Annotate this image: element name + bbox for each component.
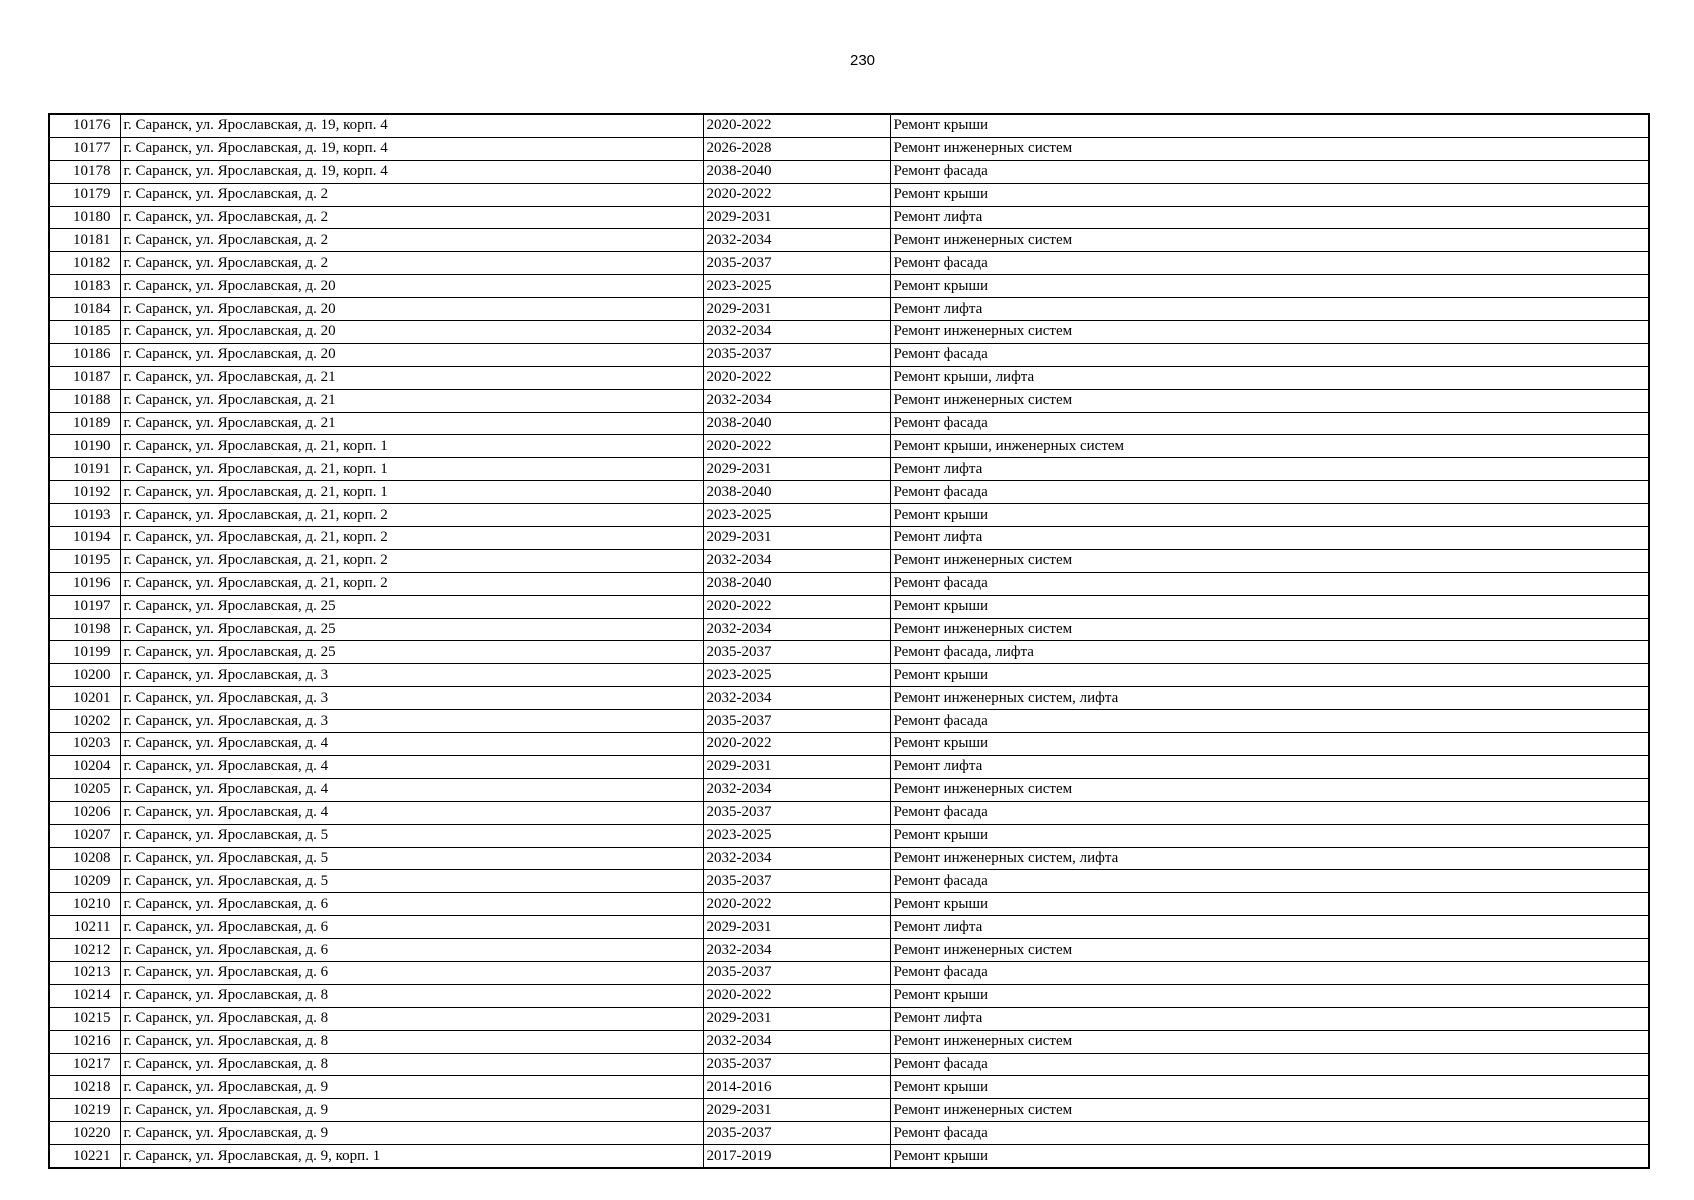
period-cell: 2020-2022 [703, 435, 890, 458]
address-cell: г. Саранск, ул. Ярославская, д. 21 [120, 389, 703, 412]
address-cell: г. Саранск, ул. Ярославская, д. 8 [120, 1007, 703, 1030]
work-type-cell: Ремонт инженерных систем [890, 137, 1649, 160]
period-cell: 2020-2022 [703, 114, 890, 137]
row-number-cell: 10219 [49, 1099, 120, 1122]
period-cell: 2038-2040 [703, 412, 890, 435]
table-row [49, 366, 1649, 389]
period-cell: 2038-2040 [703, 160, 890, 183]
row-number-cell: 10206 [49, 801, 120, 824]
address-cell: г. Саранск, ул. Ярославская, д. 9 [120, 1122, 703, 1145]
work-type-cell: Ремонт фасада [890, 412, 1649, 435]
table-row [49, 275, 1649, 298]
table-row [49, 710, 1649, 733]
period-cell: 2029-2031 [703, 1007, 890, 1030]
address-cell: г. Саранск, ул. Ярославская, д. 8 [120, 1053, 703, 1076]
period-cell: 2035-2037 [703, 870, 890, 893]
table-row [49, 252, 1649, 275]
table-row [49, 595, 1649, 618]
row-number-cell: 10204 [49, 755, 120, 778]
period-cell: 2035-2037 [703, 710, 890, 733]
work-type-cell: Ремонт крыши [890, 504, 1649, 527]
period-cell: 2032-2034 [703, 778, 890, 801]
work-type-cell: Ремонт фасада [890, 160, 1649, 183]
address-cell: г. Саранск, ул. Ярославская, д. 20 [120, 298, 703, 321]
repair-schedule-table [48, 113, 1650, 1169]
table-row [49, 1145, 1649, 1168]
table-row [49, 939, 1649, 962]
table-row [49, 572, 1649, 595]
row-number-cell: 10185 [49, 321, 120, 344]
work-type-cell: Ремонт крыши, инженерных систем [890, 435, 1649, 458]
row-number-cell: 10197 [49, 595, 120, 618]
row-number-cell: 10212 [49, 939, 120, 962]
period-cell: 2020-2022 [703, 893, 890, 916]
work-type-cell: Ремонт крыши [890, 595, 1649, 618]
row-number-cell: 10191 [49, 458, 120, 481]
table-row [49, 618, 1649, 641]
work-type-cell: Ремонт инженерных систем, лифта [890, 687, 1649, 710]
table-row [49, 527, 1649, 550]
address-cell: г. Саранск, ул. Ярославская, д. 19, корп. 4 [120, 160, 703, 183]
work-type-cell: Ремонт крыши [890, 114, 1649, 137]
period-cell: 2032-2034 [703, 939, 890, 962]
address-cell: г. Саранск, ул. Ярославская, д. 21, корп. 1 [120, 481, 703, 504]
period-cell: 2023-2025 [703, 275, 890, 298]
row-number-cell: 10218 [49, 1076, 120, 1099]
table-row [49, 389, 1649, 412]
address-cell: г. Саранск, ул. Ярославская, д. 19, корп. 4 [120, 137, 703, 160]
row-number-cell: 10202 [49, 710, 120, 733]
work-type-cell: Ремонт лифта [890, 458, 1649, 481]
period-cell: 2035-2037 [703, 1122, 890, 1145]
row-number-cell: 10215 [49, 1007, 120, 1030]
work-type-cell: Ремонт лифта [890, 527, 1649, 550]
address-cell: г. Саранск, ул. Ярославская, д. 9 [120, 1076, 703, 1099]
work-type-cell: Ремонт крыши [890, 984, 1649, 1007]
table-row [49, 778, 1649, 801]
row-number-cell: 10214 [49, 984, 120, 1007]
row-number-cell: 10216 [49, 1030, 120, 1053]
address-cell: г. Саранск, ул. Ярославская, д. 20 [120, 343, 703, 366]
table-row [49, 114, 1649, 137]
address-cell: г. Саранск, ул. Ярославская, д. 6 [120, 961, 703, 984]
table-row [49, 1007, 1649, 1030]
work-type-cell: Ремонт фасада [890, 1053, 1649, 1076]
table-row [49, 504, 1649, 527]
work-type-cell: Ремонт инженерных систем [890, 1099, 1649, 1122]
work-type-cell: Ремонт крыши, лифта [890, 366, 1649, 389]
work-type-cell: Ремонт фасада [890, 870, 1649, 893]
row-number-cell: 10190 [49, 435, 120, 458]
table-row [49, 641, 1649, 664]
table-row [49, 435, 1649, 458]
table-row [49, 1053, 1649, 1076]
row-number-cell: 10192 [49, 481, 120, 504]
period-cell: 2035-2037 [703, 961, 890, 984]
period-cell: 2029-2031 [703, 206, 890, 229]
row-number-cell: 10201 [49, 687, 120, 710]
period-cell: 2014-2016 [703, 1076, 890, 1099]
work-type-cell: Ремонт лифта [890, 298, 1649, 321]
table-row [49, 1122, 1649, 1145]
address-cell: г. Саранск, ул. Ярославская, д. 9, корп. 1 [120, 1145, 703, 1168]
address-cell: г. Саранск, ул. Ярославская, д. 4 [120, 801, 703, 824]
row-number-cell: 10199 [49, 641, 120, 664]
address-cell: г. Саранск, ул. Ярославская, д. 21 [120, 412, 703, 435]
row-number-cell: 10182 [49, 252, 120, 275]
period-cell: 2032-2034 [703, 389, 890, 412]
period-cell: 2038-2040 [703, 572, 890, 595]
address-cell: г. Саранск, ул. Ярославская, д. 4 [120, 733, 703, 756]
page-number: 230 [849, 52, 876, 69]
period-cell: 2026-2028 [703, 137, 890, 160]
table-row [49, 916, 1649, 939]
period-cell: 2032-2034 [703, 847, 890, 870]
work-type-cell: Ремонт инженерных систем [890, 618, 1649, 641]
work-type-cell: Ремонт фасада [890, 710, 1649, 733]
table-row [49, 801, 1649, 824]
address-cell: г. Саранск, ул. Ярославская, д. 21, корп. 2 [120, 549, 703, 572]
table-body [49, 114, 1649, 1168]
table-row [49, 183, 1649, 206]
address-cell: г. Саранск, ул. Ярославская, д. 5 [120, 847, 703, 870]
period-cell: 2035-2037 [703, 343, 890, 366]
row-number-cell: 10189 [49, 412, 120, 435]
period-cell: 2020-2022 [703, 595, 890, 618]
table-row [49, 137, 1649, 160]
table-row [49, 733, 1649, 756]
period-cell: 2029-2031 [703, 755, 890, 778]
work-type-cell: Ремонт фасада [890, 801, 1649, 824]
work-type-cell: Ремонт фасада [890, 572, 1649, 595]
work-type-cell: Ремонт крыши [890, 183, 1649, 206]
period-cell: 2020-2022 [703, 366, 890, 389]
work-type-cell: Ремонт фасада [890, 961, 1649, 984]
address-cell: г. Саранск, ул. Ярославская, д. 25 [120, 641, 703, 664]
work-type-cell: Ремонт крыши [890, 824, 1649, 847]
row-number-cell: 10179 [49, 183, 120, 206]
row-number-cell: 10188 [49, 389, 120, 412]
address-cell: г. Саранск, ул. Ярославская, д. 4 [120, 755, 703, 778]
row-number-cell: 10194 [49, 527, 120, 550]
row-number-cell: 10176 [49, 114, 120, 137]
work-type-cell: Ремонт фасада [890, 343, 1649, 366]
period-cell: 2029-2031 [703, 916, 890, 939]
period-cell: 2029-2031 [703, 527, 890, 550]
period-cell: 2017-2019 [703, 1145, 890, 1168]
address-cell: г. Саранск, ул. Ярославская, д. 3 [120, 710, 703, 733]
table-row [49, 549, 1649, 572]
address-cell: г. Саранск, ул. Ярославская, д. 25 [120, 618, 703, 641]
row-number-cell: 10178 [49, 160, 120, 183]
work-type-cell: Ремонт инженерных систем [890, 778, 1649, 801]
period-cell: 2035-2037 [703, 641, 890, 664]
address-cell: г. Саранск, ул. Ярославская, д. 21, корп. 1 [120, 458, 703, 481]
table-row [49, 321, 1649, 344]
row-number-cell: 10186 [49, 343, 120, 366]
period-cell: 2029-2031 [703, 458, 890, 481]
table-row [49, 1099, 1649, 1122]
work-type-cell: Ремонт инженерных систем [890, 321, 1649, 344]
table-row [49, 206, 1649, 229]
period-cell: 2038-2040 [703, 481, 890, 504]
table-row [49, 984, 1649, 1007]
period-cell: 2020-2022 [703, 733, 890, 756]
row-number-cell: 10193 [49, 504, 120, 527]
period-cell: 2032-2034 [703, 549, 890, 572]
row-number-cell: 10200 [49, 664, 120, 687]
address-cell: г. Саранск, ул. Ярославская, д. 20 [120, 275, 703, 298]
address-cell: г. Саранск, ул. Ярославская, д. 19, корп. 4 [120, 114, 703, 137]
work-type-cell: Ремонт фасада [890, 1122, 1649, 1145]
table-row [49, 229, 1649, 252]
address-cell: г. Саранск, ул. Ярославская, д. 2 [120, 229, 703, 252]
period-cell: 2032-2034 [703, 229, 890, 252]
period-cell: 2035-2037 [703, 252, 890, 275]
address-cell: г. Саранск, ул. Ярославская, д. 25 [120, 595, 703, 618]
address-cell: г. Саранск, ул. Ярославская, д. 2 [120, 252, 703, 275]
row-number-cell: 10220 [49, 1122, 120, 1145]
address-cell: г. Саранск, ул. Ярославская, д. 6 [120, 893, 703, 916]
address-cell: г. Саранск, ул. Ярославская, д. 6 [120, 916, 703, 939]
row-number-cell: 10180 [49, 206, 120, 229]
table-row [49, 870, 1649, 893]
table-row [49, 343, 1649, 366]
table-row [49, 755, 1649, 778]
row-number-cell: 10208 [49, 847, 120, 870]
period-cell: 2032-2034 [703, 687, 890, 710]
row-number-cell: 10210 [49, 893, 120, 916]
period-cell: 2032-2034 [703, 321, 890, 344]
work-type-cell: Ремонт инженерных систем [890, 389, 1649, 412]
row-number-cell: 10184 [49, 298, 120, 321]
address-cell: г. Саранск, ул. Ярославская, д. 8 [120, 1030, 703, 1053]
address-cell: г. Саранск, ул. Ярославская, д. 2 [120, 183, 703, 206]
row-number-cell: 10183 [49, 275, 120, 298]
row-number-cell: 10217 [49, 1053, 120, 1076]
row-number-cell: 10195 [49, 549, 120, 572]
period-cell: 2020-2022 [703, 984, 890, 1007]
period-cell: 2029-2031 [703, 298, 890, 321]
work-type-cell: Ремонт лифта [890, 206, 1649, 229]
address-cell: г. Саранск, ул. Ярославская, д. 3 [120, 664, 703, 687]
work-type-cell: Ремонт инженерных систем [890, 939, 1649, 962]
row-number-cell: 10207 [49, 824, 120, 847]
work-type-cell: Ремонт крыши [890, 733, 1649, 756]
work-type-cell: Ремонт крыши [890, 664, 1649, 687]
work-type-cell: Ремонт инженерных систем [890, 229, 1649, 252]
address-cell: г. Саранск, ул. Ярославская, д. 20 [120, 321, 703, 344]
address-cell: г. Саранск, ул. Ярославская, д. 8 [120, 984, 703, 1007]
work-type-cell: Ремонт инженерных систем [890, 1030, 1649, 1053]
table-row [49, 961, 1649, 984]
table-row [49, 1076, 1649, 1099]
address-cell: г. Саранск, ул. Ярославская, д. 5 [120, 824, 703, 847]
row-number-cell: 10213 [49, 961, 120, 984]
table-row [49, 481, 1649, 504]
table-row [49, 298, 1649, 321]
table-row [49, 412, 1649, 435]
address-cell: г. Саранск, ул. Ярославская, д. 9 [120, 1099, 703, 1122]
row-number-cell: 10205 [49, 778, 120, 801]
address-cell: г. Саранск, ул. Ярославская, д. 5 [120, 870, 703, 893]
period-cell: 2035-2037 [703, 1053, 890, 1076]
work-type-cell: Ремонт крыши [890, 275, 1649, 298]
row-number-cell: 10221 [49, 1145, 120, 1168]
table-row [49, 458, 1649, 481]
address-cell: г. Саранск, ул. Ярославская, д. 3 [120, 687, 703, 710]
work-type-cell: Ремонт лифта [890, 1007, 1649, 1030]
address-cell: г. Саранск, ул. Ярославская, д. 21, корп. 1 [120, 435, 703, 458]
row-number-cell: 10211 [49, 916, 120, 939]
row-number-cell: 10203 [49, 733, 120, 756]
work-type-cell: Ремонт инженерных систем [890, 549, 1649, 572]
address-cell: г. Саранск, ул. Ярославская, д. 21 [120, 366, 703, 389]
row-number-cell: 10196 [49, 572, 120, 595]
address-cell: г. Саранск, ул. Ярославская, д. 21, корп. 2 [120, 572, 703, 595]
row-number-cell: 10181 [49, 229, 120, 252]
work-type-cell: Ремонт крыши [890, 1145, 1649, 1168]
row-number-cell: 10187 [49, 366, 120, 389]
address-cell: г. Саранск, ул. Ярославская, д. 4 [120, 778, 703, 801]
work-type-cell: Ремонт фасада [890, 481, 1649, 504]
address-cell: г. Саранск, ул. Ярославская, д. 21, корп. 2 [120, 504, 703, 527]
table-row [49, 160, 1649, 183]
period-cell: 2032-2034 [703, 618, 890, 641]
period-cell: 2020-2022 [703, 183, 890, 206]
work-type-cell: Ремонт фасада, лифта [890, 641, 1649, 664]
work-type-cell: Ремонт лифта [890, 755, 1649, 778]
table-row [49, 664, 1649, 687]
row-number-cell: 10177 [49, 137, 120, 160]
address-cell: г. Саранск, ул. Ярославская, д. 6 [120, 939, 703, 962]
period-cell: 2029-2031 [703, 1099, 890, 1122]
work-type-cell: Ремонт крыши [890, 893, 1649, 916]
work-type-cell: Ремонт лифта [890, 916, 1649, 939]
period-cell: 2032-2034 [703, 1030, 890, 1053]
address-cell: г. Саранск, ул. Ярославская, д. 21, корп. 2 [120, 527, 703, 550]
row-number-cell: 10209 [49, 870, 120, 893]
table-row [49, 893, 1649, 916]
work-type-cell: Ремонт крыши [890, 1076, 1649, 1099]
table-row [49, 824, 1649, 847]
table-row [49, 847, 1649, 870]
period-cell: 2023-2025 [703, 824, 890, 847]
table-row [49, 687, 1649, 710]
row-number-cell: 10198 [49, 618, 120, 641]
period-cell: 2023-2025 [703, 664, 890, 687]
period-cell: 2035-2037 [703, 801, 890, 824]
work-type-cell: Ремонт инженерных систем, лифта [890, 847, 1649, 870]
table-row [49, 1030, 1649, 1053]
period-cell: 2023-2025 [703, 504, 890, 527]
work-type-cell: Ремонт фасада [890, 252, 1649, 275]
address-cell: г. Саранск, ул. Ярославская, д. 2 [120, 206, 703, 229]
